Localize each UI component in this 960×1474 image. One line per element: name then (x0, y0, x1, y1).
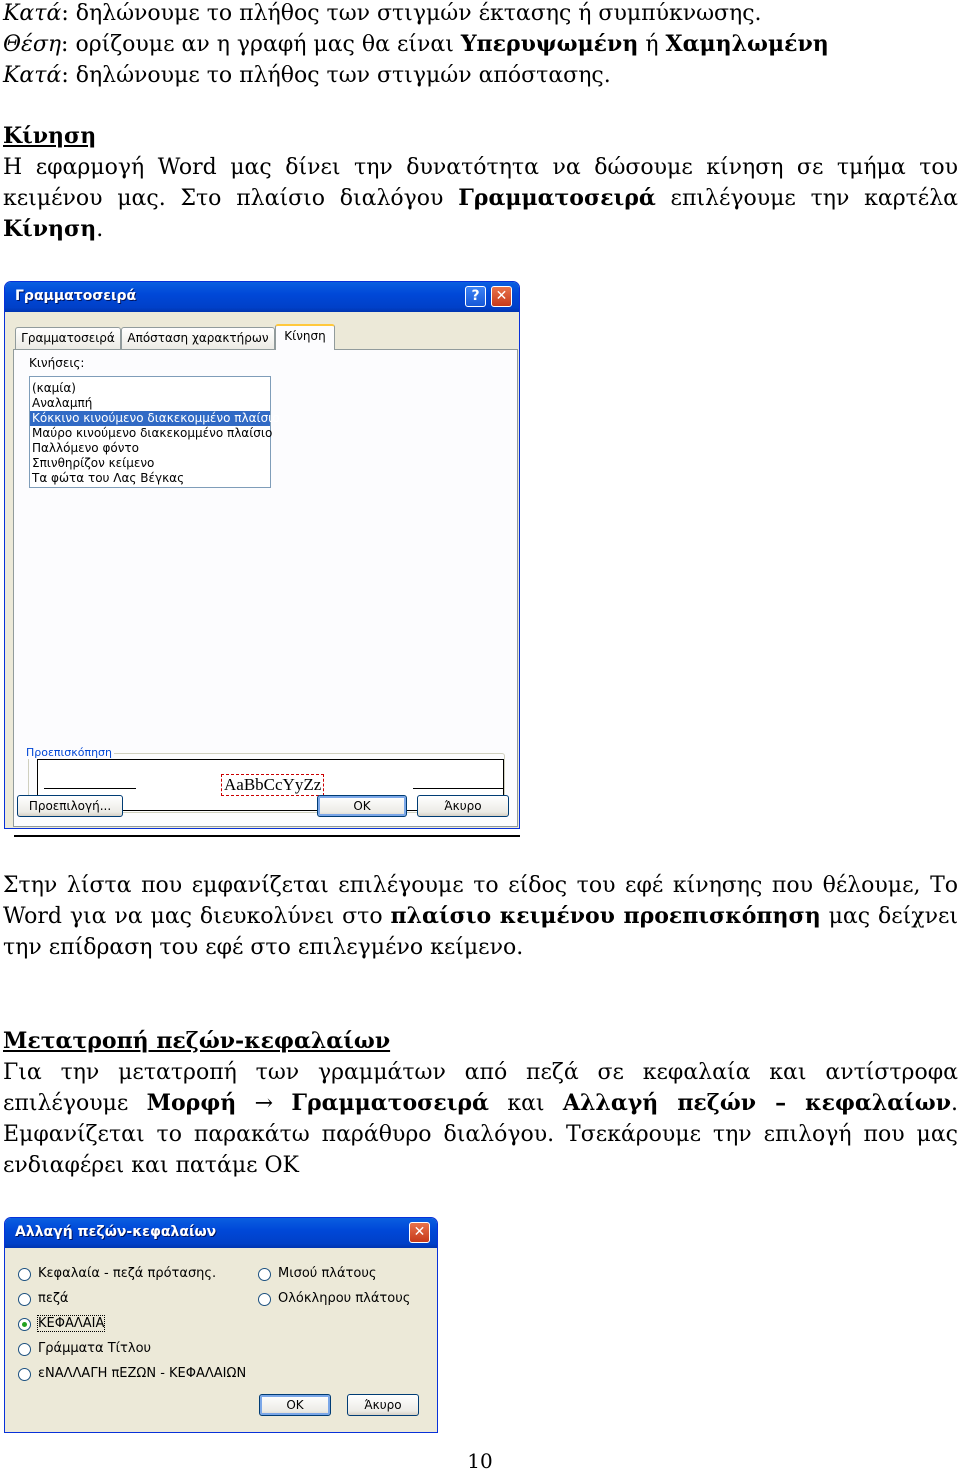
default-button[interactable]: Προεπιλογή... (17, 795, 123, 817)
paragraph-line: ενδιαφέρει και πατάμε ΟΚ (3, 1153, 299, 1178)
preview-text: AaBbCcYyZz (221, 774, 324, 796)
preview-rule-left (44, 788, 136, 789)
change-case-titlebar (5, 1218, 437, 1248)
effect-shimmer[interactable]: Παλλόμενο φόντο (32, 441, 139, 455)
paragraph-line: Κίνηση. (3, 216, 104, 242)
section-heading-animation: Κίνηση (3, 123, 97, 149)
radio-sentence-case[interactable] (18, 1268, 31, 1281)
cancel-button[interactable]: Άκυρο (347, 1394, 419, 1416)
ok-button[interactable]: OK (317, 795, 407, 817)
radio-half-width[interactable] (258, 1268, 271, 1281)
line-spacing-kata-2: Κατά: δηλώνουμε το πλήθος των στιγμών απόστασης. (3, 63, 611, 88)
section-animation (3, 121, 958, 245)
text-block-top (3, 0, 958, 91)
paragraph-line: Word για να μας διευκολύνει στο πλαίσιο κειμένου προεπισκόπηση μας δείχνει (3, 903, 958, 929)
section-change-case (3, 1026, 958, 1181)
paragraph-line: κειμένου μας. Στο πλαίσιο διαλόγου Γραμματοσειρά επιλέγουμε την καρτέλα (3, 185, 958, 211)
font-dialog-title: Γραμματοσειρά (15, 288, 137, 304)
paragraph-line: επιλέγουμε Μορφή → Γραμματοσειρά και Αλλαγή πεζών – κεφαλαίων. (3, 1090, 958, 1116)
effect-red-marching-ants[interactable]: Κόκκινο κινούμενο διακεκομμένο πλαίσιο (32, 411, 280, 425)
change-case-dialog (4, 1217, 438, 1433)
radio-lowercase[interactable] (18, 1293, 31, 1306)
effect-sparkle-text[interactable]: Σπινθηρίζον κείμενο (32, 456, 155, 470)
option-title-case[interactable]: Γράμματα Τίτλου (38, 1341, 152, 1356)
paragraph-line: Εμφανίζεται το παρακάτω παράθυρο διαλόγου. Τσεκάρουμε την επιλογή που μας (3, 1122, 958, 1147)
tab-animation[interactable]: Κίνηση (275, 324, 335, 350)
effect-none[interactable]: (καμία) (32, 381, 76, 395)
paragraph-line: Στην λίστα που εμφανίζεται επιλέγουμε το είδος του εφέ κίνησης που θέλουμε, Το (3, 873, 958, 898)
animation-tab-pane (13, 349, 518, 827)
effects-label: Κινήσεις: (29, 356, 85, 370)
radio-uppercase[interactable] (18, 1318, 31, 1331)
paragraph-line: την επίδραση του εφέ στο επιλεγμένο κείμενο. (3, 935, 524, 960)
close-icon[interactable]: ✕ (491, 286, 512, 307)
option-lowercase[interactable]: πεζά (38, 1291, 69, 1306)
font-dialog-titlebar (5, 282, 519, 312)
preview-label: Προεπισκόπηση (26, 746, 112, 759)
radio-full-width[interactable] (258, 1293, 271, 1306)
section-heading-change-case: Μετατροπή πεζών-κεφαλαίων (3, 1028, 391, 1054)
effects-listbox[interactable] (29, 376, 280, 488)
ok-button[interactable]: OK (259, 1394, 331, 1416)
effect-blinking[interactable]: Αναλαμπή (32, 396, 93, 410)
tab-font[interactable]: Γραμματοσειρά (15, 327, 121, 349)
option-full-width[interactable]: Ολόκληρου πλάτους (278, 1291, 411, 1306)
option-uppercase[interactable]: ΚΕΦΑΛΑΙΑ (38, 1316, 105, 1331)
paragraph-preview-explanation (3, 870, 958, 963)
option-half-width[interactable]: Μισού πλάτους (278, 1266, 377, 1281)
change-case-title: Αλλαγή πεζών-κεφαλαίων (15, 1224, 217, 1240)
close-icon[interactable]: ✕ (409, 1222, 430, 1243)
option-toggle-case[interactable]: εΝΑΛΛΑΓΗ πΕΖΩΝ - ΚΕΦΑΛΑΙΩΝ (38, 1366, 247, 1381)
line-position: Θέση: ορίζουμε αν η γραφή μας θα είναι Υπερυψωμένη ή Χαμηλωμένη (3, 31, 829, 57)
tab-character-spacing[interactable]: Απόσταση χαρακτήρων (121, 327, 275, 349)
help-icon[interactable]: ? (465, 286, 486, 307)
page-number: 10 (467, 1449, 493, 1473)
radio-title-case[interactable] (18, 1343, 31, 1356)
radio-toggle-case[interactable] (18, 1368, 31, 1381)
line-spacing-kata-1: Κατά: δηλώνουμε το πλήθος των στιγμών έκτασης ή συμπύκνωσης. (3, 1, 762, 26)
font-dialog (4, 281, 520, 829)
effect-black-marching-ants[interactable]: Μαύρο κινούμενο διακεκομμένο πλαίσιο (32, 426, 273, 440)
paragraph-line: Για την μετατροπή των γραμμάτων από πεζά σε κεφαλαία και αντίστροφα (3, 1060, 958, 1085)
caption-rule (14, 835, 520, 837)
effect-las-vegas-lights[interactable]: Τα φώτα του Λας Βέγκας (32, 471, 185, 485)
cancel-button[interactable]: Άκυρο (417, 795, 509, 817)
preview-rule-right (413, 788, 503, 789)
option-sentence-case[interactable]: Κεφαλαία - πεζά πρότασης. (38, 1266, 217, 1281)
paragraph-line: Η εφαρμογή Word μας δίνει την δυνατότητα να δώσουμε κίνηση σε τμήμα του (3, 155, 958, 180)
